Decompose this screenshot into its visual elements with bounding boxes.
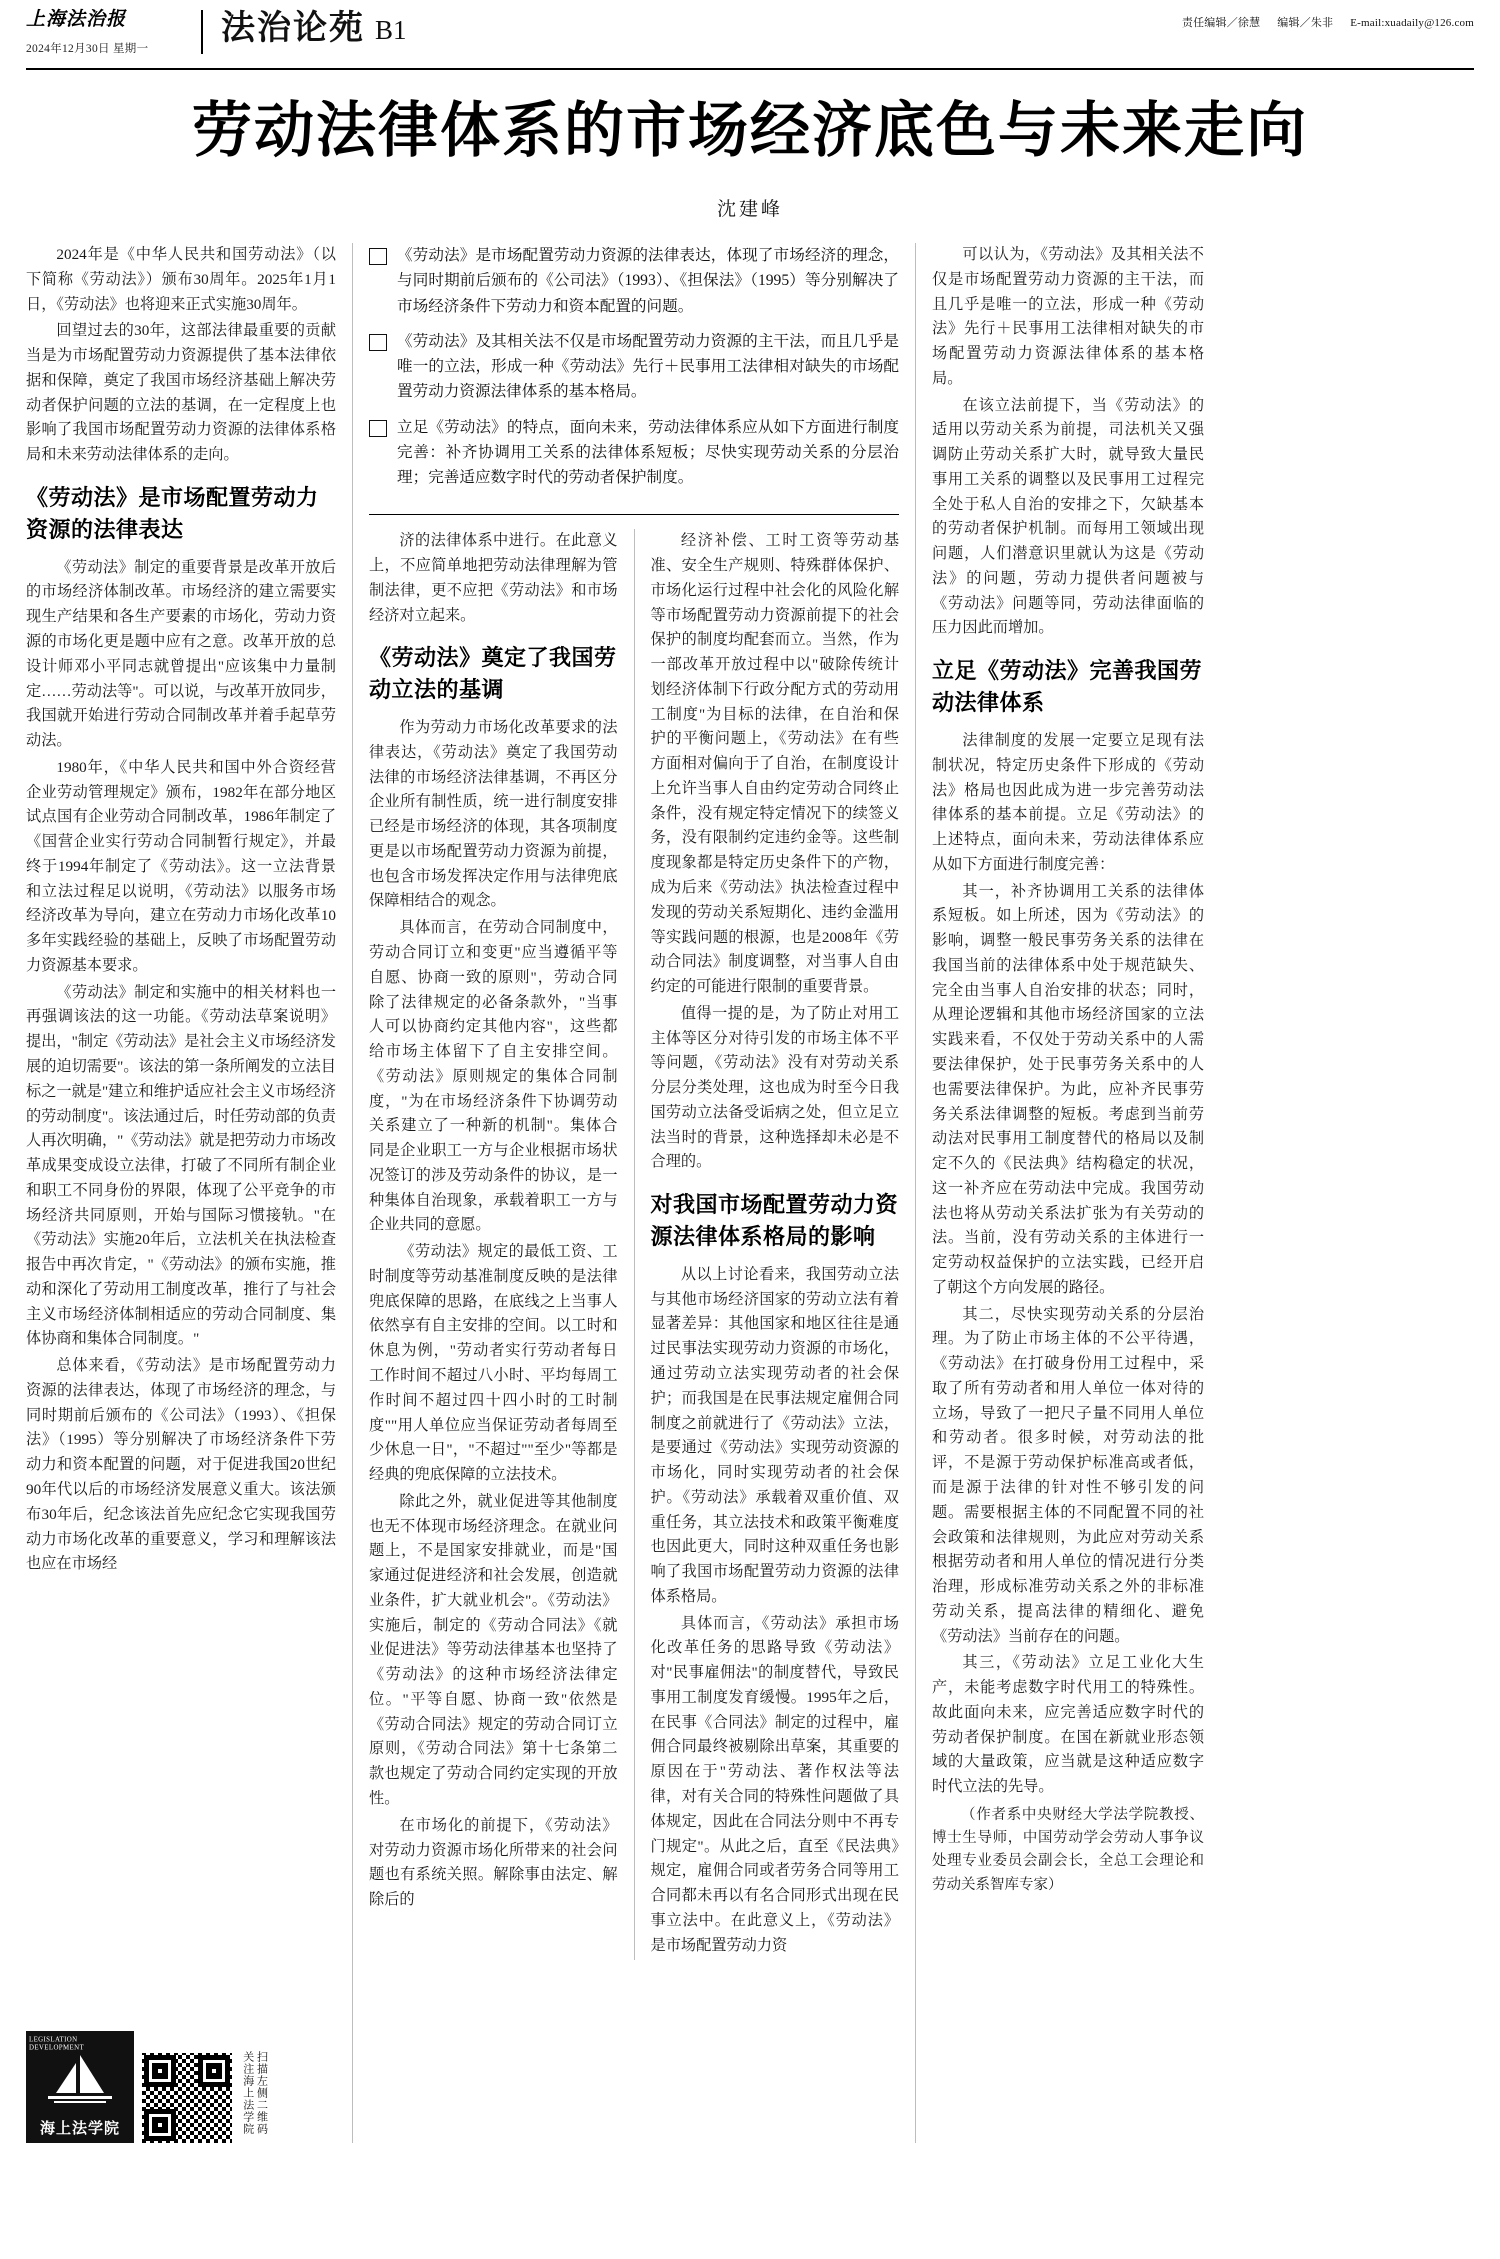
- section-page-number: B1: [375, 15, 407, 45]
- masthead-credits: [1168, 6, 1474, 30]
- article-headline: 劳动法律体系的市场经济底色与未来走向: [192, 96, 1308, 166]
- paragraph: 其二，尽快实现劳动关系的分层治理。为了防止市场主体的不公平待遇，《劳动法》在打破身份用工过程中，采取了所有劳动者和用人单位一体对待的立场，导致了一把尺子量不同用人单位和劳动者。很多时候，对劳动法的批评，不是源于劳动保护标准高或者低，而是源于法律的针对性不够引发的问题。需要根据主体的不同配置不同的社会政策和法律规则，为此应对劳动关系根据劳动者和用人单位的情况进行分类治理，形成标准劳动关系之外的非标准劳动关系，提高法律的精细化、避免《劳动法》当前存在的问题。: [932, 1305, 1204, 1645]
- logo-english-text: LEGISLATION DEVELOPMENT: [29, 2035, 85, 2052]
- column-2-split: [369, 529, 899, 1960]
- paragraph: 回望过去的30年，这部法律最重要的贡献当是为市场配置劳动力资源提供了基本法律依据和保障，奠定了我国市场经济基础上解决劳动者保护问题的立法的基调，在一定程度上也影响了我国市场配置劳动力资源的法律体系格局和未来劳动法律体系的走向。: [26, 322, 336, 464]
- institution-footer: [26, 2015, 336, 2143]
- column-1: [26, 243, 336, 2143]
- masthead-divider: [201, 10, 203, 54]
- summary-item: [369, 243, 899, 319]
- summary-item: [369, 415, 899, 491]
- paragraph: 总体来看，《劳动法》是市场配置劳动力资源的法律表达，体现了市场经济的理念，与同时期前后颁布的《公司法》（1993）、《担保法》（1995）等分别解决了市场经济条件下劳动力和资本配置的问题，对于促进我国20世纪90年代以后的市场经济发展意义重大。该法颁布30年后，纪念该法首先应纪念它实现我国劳动力市场化改革的重要意义，学习和理解该法也应在市场经: [26, 1357, 336, 1573]
- publication-date: 2024年12月30日 星期一: [26, 42, 149, 55]
- article-byline: 沈建峰: [716, 199, 783, 220]
- paragraph: 《劳动法》制定的重要背景是改革开放后的市场经济体制改革。市场经济的建立需要实现生产结果和各生产要素的市场化，劳动力资源的市场化更是题中应有之意。改革开放的总设计师邓小平同志就曾提出"应该集中力量制定……劳动法等"。可以说，与改革开放同步，我国就开始进行劳动合同制改革并着手起草劳动法。: [26, 558, 336, 750]
- paragraph: 2024年是《中华人民共和国劳动法》（以下简称《劳动法》）颁布30周年。2025年1月1日，《劳动法》也将迎来正式实施30周年。: [26, 246, 336, 313]
- sail-boat-icon: [42, 2049, 118, 2107]
- checkbox-icon: [369, 248, 387, 265]
- paper-logo: 上海法治报: [26, 9, 127, 30]
- paragraph: 在该立法前提下，当《劳动法》的适用以劳动关系为前提，司法机关又强调防止劳动关系扩大时，就导致大量民事用工关系的调整以及民事用工过程完全处于私人自治的安排之下，欠缺基本的劳动者保护机制。而每用工领域出现问题，人们潜意识里就认为这是《劳动法》的问题，劳动力提供者问题被与《劳动法》问题等同，劳动法律面临的压力因此而增加。: [932, 396, 1204, 637]
- paragraph: 可以认为，《劳动法》及其相关法不仅是市场配置劳动力资源的主干法，而且几乎是唯一的立法，形成一种《劳动法》先行＋民事用工法律相对缺失的市场配置劳动力资源法律体系的基本格局。: [932, 246, 1204, 387]
- column-divider: [352, 243, 353, 2143]
- qr-code[interactable]: [142, 2053, 232, 2143]
- paragraph: 作为劳动力市场化改革要求的法律表达，《劳动法》奠定了我国劳动法律的市场经济法律基调，不再区分企业所有制性质，统一进行制度安排已经是市场经济的体现，其各项制度更是以市场配置劳动力资源为前提，也包含市场发挥决定作用与法律兜底保障相结合的观念。: [369, 719, 618, 910]
- summary-text: 立足《劳动法》的特点，面向未来，劳动法律体系应从如下方面进行制度完善：补齐协调用工关系的法律体系短板；尽快实现劳动关系的分层治理；完善适应数字时代的劳动者保护制度。: [397, 418, 899, 486]
- email: E-mail:xuadaily@126.com: [1350, 17, 1474, 29]
- column-2a: [369, 529, 618, 1960]
- editor: 编辑／朱非: [1277, 17, 1334, 29]
- column-3: [932, 243, 1204, 2143]
- paragraph: 值得一提的是，为了防止对用工主体等区分对待引发的市场主体不平等问题，《劳动法》没有对劳动关系分层分类处理，这也成为时至今日我国劳动立法备受诟病之处，但立足立法当时的背景，这种选择却未必是不合理的。: [650, 1004, 899, 1171]
- column-divider: [634, 529, 635, 1960]
- column-2b: [651, 529, 900, 1960]
- masthead: [26, 6, 1474, 70]
- subheading: 立足《劳动法》完善我国劳动法律体系: [932, 658, 1203, 716]
- paragraph: 法律制度的发展一定要立足现有法制状况，特定历史条件下形成的《劳动法》格局也因此成为进一步完善劳动法律体系的基本前提。立足《劳动法》的上述特点，面向未来，劳动法律体系应从如下方面进行制度完善：: [932, 732, 1204, 873]
- article-body: [26, 243, 1474, 2143]
- section-title-text: 法治论苑: [221, 10, 365, 47]
- section-title: [221, 6, 407, 46]
- summary-text: 《劳动法》是市场配置劳动力资源的法律表达，体现了市场经济的理念，与同时期前后颁布的《公司法》（1993）、《担保法》（1995）等分别解决了市场经济条件下劳动力和资本配置的问题。: [397, 247, 899, 315]
- responsible-editor: 责任编辑／徐慧: [1181, 17, 1261, 29]
- paragraph: 其三，《劳动法》立足工业化大生产，未能考虑数字时代用工的特殊性。故此面向未来，应完善适应数字时代的劳动者保护制度。在国在新就业形态领域的大量政策，应当就是这种适应数字时代立法的先导。: [932, 1654, 1204, 1796]
- paragraph: 其一，补齐协调用工关系的法律体系短板。如上所述，因为《劳动法》的影响，调整一般民事劳务关系的法律在我国当前的法律体系中处于规范缺失、完全由当事人自治安排的状态；同时，从理论逻辑和其他市场经济国家的立法实践来看，不仅处于劳动关系中的人需要法律保护，处于民事劳务关系中的人也需要法律保护。为此，应补齐民事劳务关系法律调整的短板。考虑到当前劳动法对民事用工制度替代的格局以及制定不久的《民法典》结构稳定的状况，这一补齐应在劳动法中完成。我国劳动法也将从劳动关系法扩张为有关劳动的法。当前，没有劳动关系的主体进行一定劳动权益保护的立法实践，已经开启了朝这个方向发展的路径。: [932, 882, 1204, 1296]
- paragraph: 《劳动法》制定和实施中的相关材料也一再强调该法的这一功能。《劳动法草案说明》提出，"制定《劳动法》是社会主义市场经济发展的迫切需要"。该法的第一条所阐发的立法目标之一就是"建立和维护适应社会主义市场经济的劳动制度"。该法通过后，时任劳动部的负责人再次明确，"《劳动法》就是把劳动力市场改革成果变成设立法律，打破了不同所有制企业和职工不同身份的界限，体现了公平竞争的市场经济共同原则，开始与国际习惯接轨。"在《劳动法》实施20年后，立法机关在执法检查报告中再次肯定，"《劳动法》的颁布实施，推动和深化了劳动用工制度改革，推行了与社会主义市场经济体制相适应的劳动合同制度、集体协商和集体合同制度。": [26, 983, 336, 1348]
- paragraph: 具体而言，《劳动法》承担市场化改革任务的思路导致《劳动法》对"民事雇佣法"的制度替代，导致民事用工制度发育缓慢。1995年之后，在民事《合同法》制定的过程中，雇佣合同最终被剔除出草案，其重要的原因在于"劳动法、著作权法等法律，对有关合同的特殊性问题做了具体规定，因此在合同法分则中不再专门规定"。从此之后，直至《民法典》规定，雇佣合同或者劳务合同等用工合同都未再以有名合同形式出现在民事立法中。在此意义上，《劳动法》是市场配置劳动力资: [650, 1614, 899, 1954]
- qr-caption-line1: 扫描左侧二维码: [255, 2051, 268, 2135]
- summary-box: [369, 243, 899, 515]
- paragraph: 从以上讨论看来，我国劳动立法与其他市场经济国家的劳动立法有着显著差异：其他国家和地区往往是通过民事法实现劳动力资源的市场化，通过劳动立法实现劳动者的社会保护；而我国是在民事法规定雇佣合同制度之前就进行了《劳动法》立法，是要通过《劳动法》实现劳动资源的市场化，同时实现劳动者的社会保护。《劳动法》承载着双重价值、双重任务，其立法技术和政策平衡难度也因此更大，同时这种双重任务也影响了我国市场配置劳动力资源的法律体系格局。: [650, 1265, 899, 1605]
- subheading: 对我国市场配置劳动力资源法律体系格局的影响: [650, 1192, 899, 1250]
- logo-chinese-text: 海上法学院: [39, 2121, 120, 2137]
- paragraph: 1980年，《中华人民共和国中外合资经营企业劳动管理规定》颁布，1982年在部分地区试点国有企业劳动合同制改革，1986年制定了《国营企业实行劳动合同制暂行规定》，并最终于1994年制定了《劳动法》。这一立法背景和立法过程足以说明，《劳动法》以服务市场经济改革为导向，建立在劳动力市场化改革10多年实践经验的基础上，反映了市场配置劳动力资源基本要求。: [26, 758, 336, 974]
- newspaper-page: [0, 6, 1500, 2259]
- checkbox-icon: [369, 334, 387, 351]
- paragraph: 在市场化的前提下，《劳动法》对劳动力资源市场化所带来的社会问题也有系统关照。解除事由法定、解除后的: [369, 1816, 618, 1909]
- qr-caption: [240, 2051, 268, 2143]
- hsfxy-logo: [26, 2031, 134, 2143]
- subheading: 《劳动法》是市场配置劳动力资源的法律表达: [26, 484, 319, 542]
- summary-text: 《劳动法》及其相关法不仅是市场配置劳动力资源的主干法，而且几乎是唯一的立法，形成一种《劳动法》先行＋民事用工法律相对缺失的市场配置劳动力资源法律体系的基本格局。: [397, 332, 899, 401]
- paragraph: 除此之外，就业促进等其他制度也无不体现市场经济理念。在就业问题上，不是国家安排就业，而是"国家通过促进经济和社会发展，创造就业条件，扩大就业机会"。《劳动法》实施后，制定的《劳动合同法》《就业促进法》等劳动法律基本也坚持了《劳动法》的这种市场经济法律定位。"平等自愿、协商一致"依然是《劳动合同法》规定的劳动合同订立原则，《劳动合同法》第十七条第二款也规定了劳动合同约定实现的开放性。: [369, 1492, 618, 1808]
- column-2: [369, 243, 899, 2143]
- author-note: （作者系中央财经大学法学院教授、博士生导师，中国劳动学会劳动人事争议处理专业委员会副会长，全总工会理论和劳动关系智库专家）: [932, 1806, 1204, 1893]
- summary-item: [369, 329, 899, 405]
- checkbox-icon: [369, 420, 387, 437]
- paragraph: 具体而言，在劳动合同制度中，劳动合同订立和变更"应当遵循平等自愿、协商一致的原则"，劳动合同除了法律规定的必备条款外，"当事人可以协商约定其他内容"，这些都给市场主体留下了自主安排空间。《劳动法》原则规定的集体合同制度，"为在市场经济条件下协调劳动关系建立了一种新的机制"。集体合同是企业职工一方与企业根据市场状况签订的涉及劳动条件的协议，是一种集体自治现象，承载着职工一方与企业共同的意愿。: [369, 919, 618, 1234]
- paragraph: 经济补偿、工时工资等劳动基准、安全生产规则、特殊群体保护、市场化运行过程中社会化的风险化解等市场配置劳动力资源前提下的社会保护的制度均配套而立。当然，作为一部改革开放过程中以"破除传统计划经济体制下行政分配方式的劳动用工制度"为目标的法律，在自治和保护的平衡问题上，《劳动法》在有些方面相对偏向于了自治，在制度设计上允许当事人自由约定劳动合同终止条件，没有规定特定情况下的续签义务，没有限制约定违约金等。这些制度现象都是特定历史条件下的产物，成为后来《劳动法》执法检查过程中发现的劳动关系短期化、违约金滥用等实践问题的根源，也是2008年《劳动合同法》制度调整，对当事人自由约定的可能进行限制的重要背景。: [650, 532, 899, 996]
- subheading: 《劳动法》奠定了我国劳动立法的基调: [369, 645, 617, 703]
- paragraph: 《劳动法》规定的最低工资、工时制度等劳动基准制度反映的是法律兜底保障的思路，在底线之上当事人依然享有自主安排的空间。以工时和休息为例，"劳动者实行劳动者每日工作时间不超过八小时、平均每周工作时间不超过四十四小时的工时制度""用人单位应当保证劳动者每周至少休息一日"，"不超过""至少"等都是经典的兜底保障的立法技术。: [369, 1243, 618, 1484]
- paragraph: 济的法律体系中进行。在此意义上，不应简单地把劳动法律理解为管制法律，更不应把《劳动法》和市场经济对立起来。: [369, 532, 618, 624]
- masthead-left: [26, 6, 201, 56]
- column-divider: [915, 243, 916, 2143]
- qr-caption-line2: 关注海上法学院: [241, 2051, 254, 2135]
